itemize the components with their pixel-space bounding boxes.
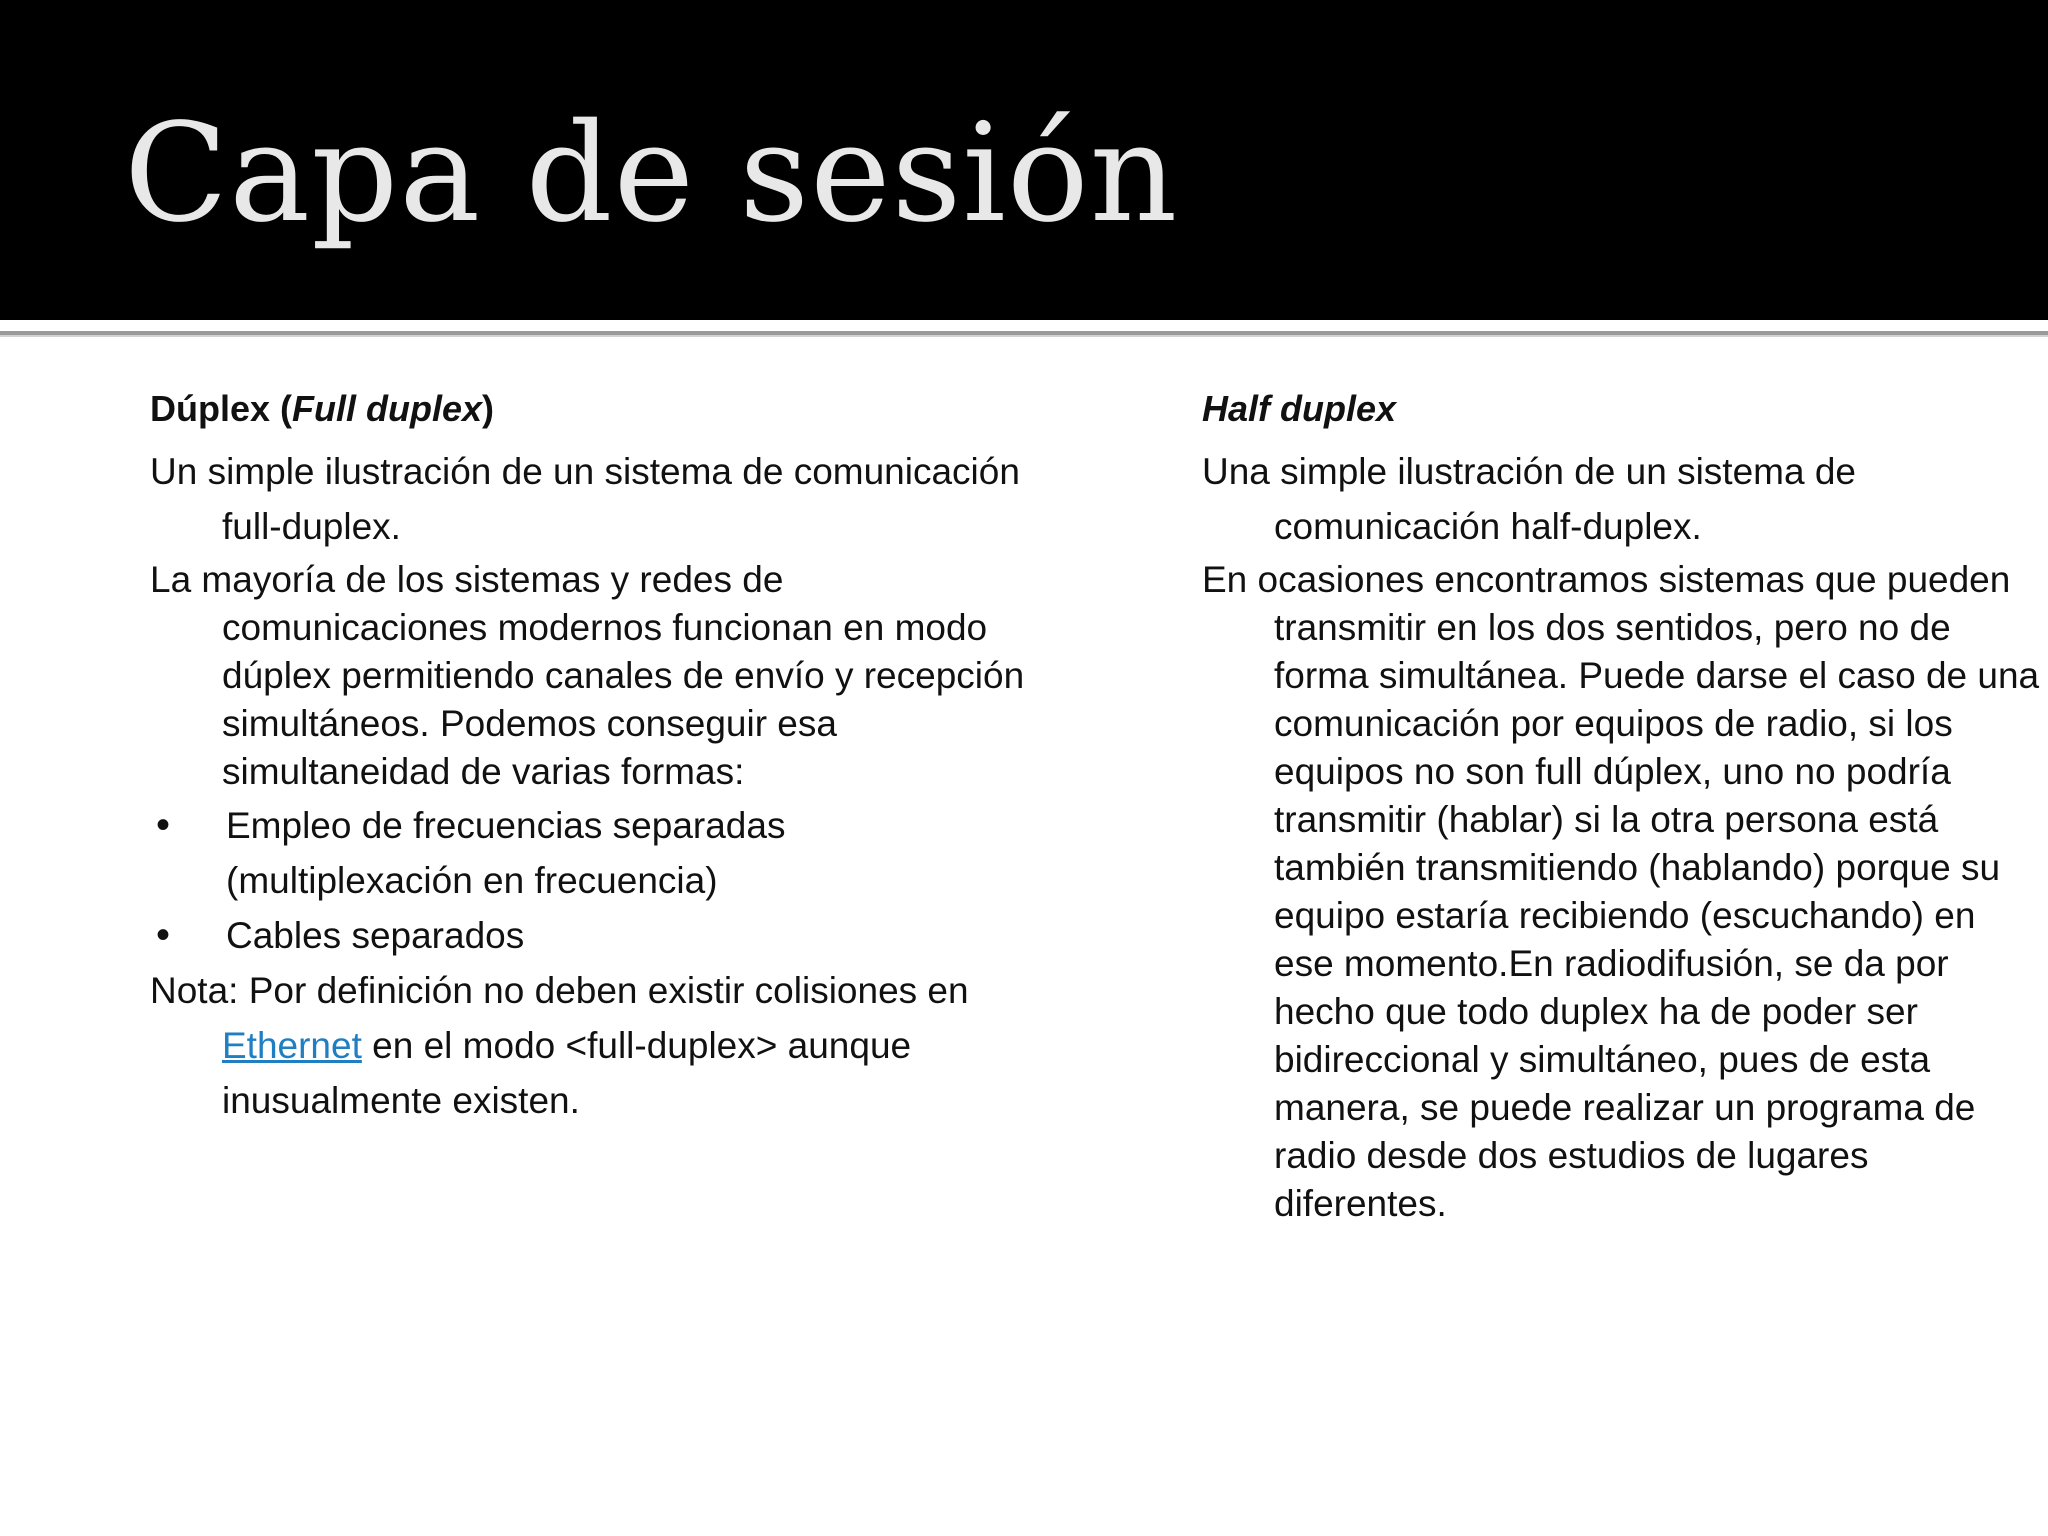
bullet-text: Empleo de frecuencias separadas (multiplexación en frecuencia) — [226, 805, 786, 901]
note-text-end: en el modo <full-duplex> aunque inusualmente existen. — [222, 1025, 912, 1121]
full-duplex-heading — [150, 380, 1030, 438]
slide-title: Capa de sesión — [124, 95, 1179, 253]
full-duplex-description: La mayoría de los sistemas y redes de comunicaciones modernos funcionan en modo dúplex permitiendo canales de envío y recepción simultáneos. Podemos conseguir esa simultaneidad de varias formas: — [150, 559, 1025, 792]
full-duplex-intro: Un simple ilustración de un sistema de comunicación full-duplex. — [150, 451, 1020, 547]
half-duplex-intro: Una simple ilustración de un sistema de comunicación half-duplex. — [1202, 451, 1856, 547]
bullet-item — [150, 798, 1030, 908]
half-duplex-heading: Half duplex — [1202, 388, 1397, 429]
ethernet-link[interactable]: Ethernet — [222, 1025, 362, 1066]
heading-italic: Full duplex — [292, 388, 483, 429]
half-duplex-column — [1202, 380, 2042, 1228]
bullet-item — [150, 908, 1030, 963]
bullet-text: Cables separados — [226, 915, 525, 956]
full-duplex-note — [150, 963, 1030, 1128]
bullet-icon: • — [156, 913, 171, 957]
title-divider-gap — [0, 320, 2048, 328]
heading-prefix: Dúplex ( — [150, 388, 293, 429]
note-text-start: Nota: Por definición no deben existir colisiones en — [150, 970, 969, 1011]
full-duplex-column — [150, 380, 1030, 1128]
bullet-icon: • — [156, 803, 171, 847]
title-divider-shadow — [0, 335, 2048, 337]
heading-suffix: ) — [482, 388, 495, 429]
title-band — [0, 0, 2048, 320]
half-duplex-description: En ocasiones encontramos sistemas que pueden transmitir en los dos sentidos, pero no de forma simultánea. Puede darse el caso de una comunicación por equipos de radio, si los equipos no son full dúplex, uno no podría transmitir (hablar) si la otra persona está también transmitiendo (hablando) porque su equipo estaría recibiendo (escuchando) en ese momento.En radiodifusión, se da por hecho que todo duplex ha de poder ser bidireccional y simultáneo, pues de esta manera, se puede realizar un programa de radio desde dos estudios de lugares diferentes. — [1202, 559, 2040, 1224]
